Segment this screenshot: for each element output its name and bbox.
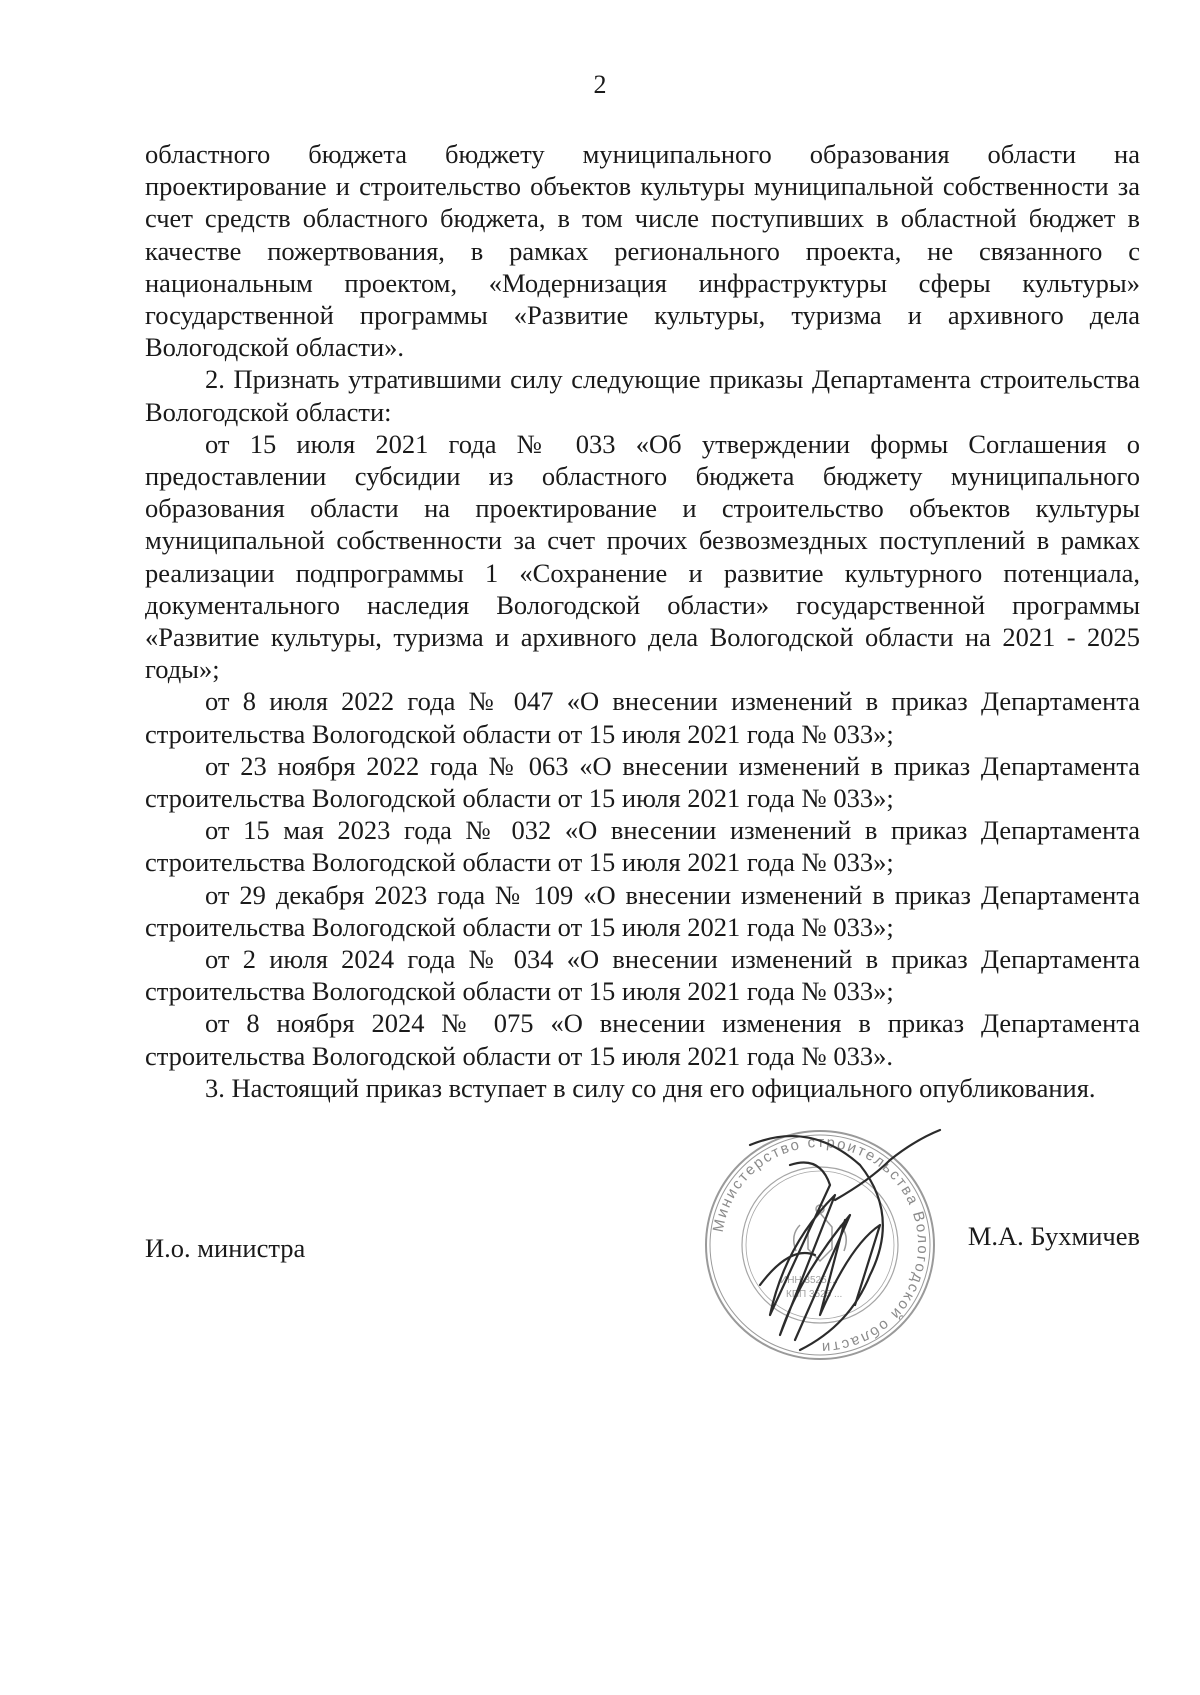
paragraph-item-3: 3. Настоящий приказ вступает в силу со дня его официального опубликования. bbox=[205, 1072, 1096, 1103]
paragraph-repealed-order-075: от 8 ноября 2024 № 075 «О внесении изменения в приказ Департамента строительства Вологодской области от 15 июля 2021 года № 033». bbox=[145, 1008, 1140, 1071]
paragraph-repealed-order-047: от 8 июля 2022 года № 047 «О внесении изменений в приказ Департамента строительства Вологодской области от 15 июля 2021 года № 033»; bbox=[145, 686, 1140, 749]
page-number: 2 bbox=[593, 70, 607, 99]
document-body bbox=[145, 138, 1140, 1104]
svg-text:ИНН 3525 ...: ИНН 3525 ... bbox=[780, 1275, 838, 1286]
paragraph-repealed-order-109: от 29 декабря 2023 года № 109 «О внесении изменений в приказ Департамента строительства Вологодской области от 15 июля 2021 года № 033»; bbox=[145, 879, 1140, 942]
paragraph-item-2: 2. Признать утратившими силу следующие приказы Департамента строительства Вологодской области: bbox=[145, 364, 1140, 427]
signatory-position: И.о. министра bbox=[145, 1233, 306, 1263]
paragraph-repealed-order-032: от 15 мая 2023 года № 032 «О внесении изменений в приказ Департамента строительства Вологодской области от 15 июля 2021 года № 033»; bbox=[145, 815, 1140, 878]
signatory-name: М.А. Бухмичев bbox=[967, 1221, 1140, 1251]
paragraph-repealed-order-063: от 23 ноября 2022 года № 063 «О внесении изменений в приказ Департамента строительства Вологодской области от 15 июля 2021 года № 033»; bbox=[145, 750, 1140, 814]
svg-text:КПП 3525 ...: КПП 3525 ... bbox=[786, 1289, 843, 1300]
signature-block bbox=[145, 1221, 1140, 1272]
paragraph-repealed-order-033: от 15 июля 2021 года № 033 «Об утверждении формы Соглашения о предоставлении субсидии из областного бюджета бюджету муниципального образования области на проектирование и строительство объектов культуры муниципальной собственности за счет прочих безвозмездных поступлений в рамках реализации подпрограммы 1 «Сохранение и развитие культурного потенциала, документального наследия Вологодской области» государственной программы «Развитие культуры, туризма и архивного дела Вологодской области на 2021 - 2025 годы»; bbox=[145, 428, 1140, 685]
paragraph-continuation: областного бюджета бюджету муниципального образования области на проектирование и строительство объектов культуры муниципальной собственности за счет средств областного бюджета, в том числе поступивших в областной бюджет в качестве пожертвования, в рамках регионального проекта, не связанного с национальным проектом, «Модернизация инфраструктуры сферы культуры» государственной программы «Развитие культуры, туризма и архивного дела Вологодской области». bbox=[145, 139, 1140, 363]
paragraph-repealed-order-034: от 2 июля 2024 года № 034 «О внесении изменений в приказ Департамента строительства Вологодской области от 15 июля 2021 года № 033»; bbox=[145, 944, 1140, 1007]
svg-text:Министерство строительства Вол: Министерство строительства Вологодской области bbox=[709, 1133, 932, 1357]
